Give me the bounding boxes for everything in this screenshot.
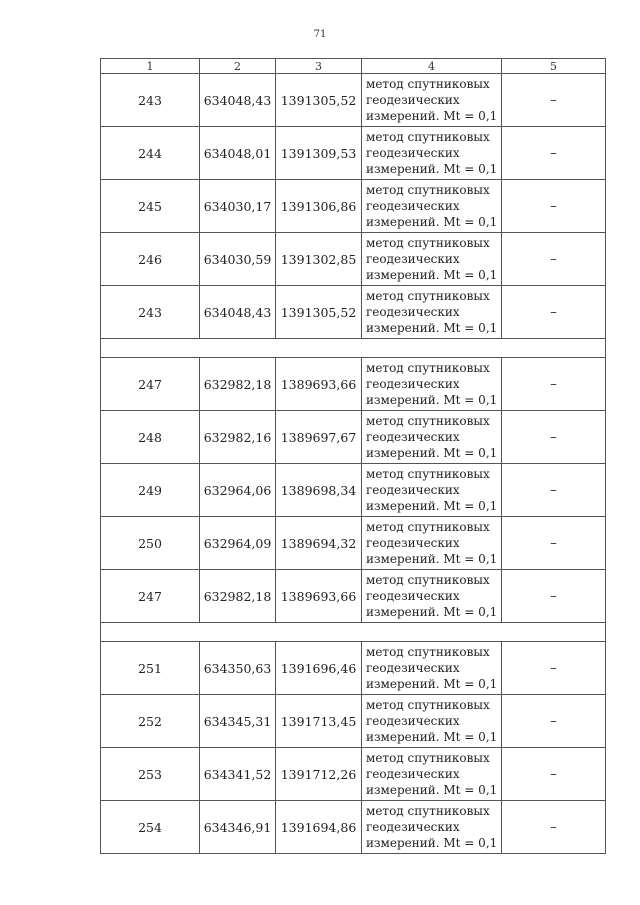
method-cell [362,286,502,339]
coord-y-cell: 1391713,45 [276,695,362,748]
method-line: метод спутниковых [366,183,490,197]
column-header: 5 [502,59,606,74]
method-line: геодезических [366,714,460,728]
method-cell [362,180,502,233]
table-row [101,286,606,339]
column-header: 1 [101,59,200,74]
table-row [101,695,606,748]
note-cell: – [502,286,606,339]
method-line: геодезических [366,377,460,391]
coord-y-cell: 1389693,66 [276,570,362,623]
method-line: измерений. Mt = 0,1 [366,268,498,282]
group-separator-cell [101,623,606,642]
method-line: геодезических [366,483,460,497]
method-line: измерений. Mt = 0,1 [366,677,498,691]
coord-x-cell: 634048,01 [200,127,276,180]
point-number-cell: 244 [101,127,200,180]
group-separator-row [101,623,606,642]
coord-y-cell: 1391306,86 [276,180,362,233]
method-line: метод спутниковых [366,751,490,765]
method-line: измерений. Mt = 0,1 [366,836,498,850]
method-cell [362,748,502,801]
note-cell: – [502,358,606,411]
coord-y-cell: 1391694,86 [276,801,362,854]
note-cell: – [502,570,606,623]
table-header-row [101,59,606,74]
method-line: метод спутниковых [366,645,490,659]
method-line: метод спутниковых [366,289,490,303]
method-line: геодезических [366,767,460,781]
note-cell: – [502,748,606,801]
coord-y-cell: 1391305,52 [276,74,362,127]
note-cell: – [502,74,606,127]
point-number-cell: 246 [101,233,200,286]
method-line: геодезических [366,146,460,160]
coord-y-cell: 1391712,26 [276,748,362,801]
point-number-cell: 253 [101,748,200,801]
coord-x-cell: 634048,43 [200,286,276,339]
point-number-cell: 243 [101,74,200,127]
table-row [101,517,606,570]
method-line: измерений. Mt = 0,1 [366,605,498,619]
point-number-cell: 247 [101,358,200,411]
method-line: метод спутниковых [366,236,490,250]
coord-x-cell: 634048,43 [200,74,276,127]
method-line: геодезических [366,536,460,550]
note-cell: – [502,464,606,517]
coord-y-cell: 1389693,66 [276,358,362,411]
table-row [101,127,606,180]
coord-x-cell: 632982,18 [200,358,276,411]
method-line: измерений. Mt = 0,1 [366,321,498,335]
table-row [101,801,606,854]
method-line: измерений. Mt = 0,1 [366,446,498,460]
method-cell [362,801,502,854]
table-row [101,233,606,286]
coord-x-cell: 634030,59 [200,233,276,286]
method-line: геодезических [366,305,460,319]
coord-x-cell: 634030,17 [200,180,276,233]
point-number-cell: 251 [101,642,200,695]
method-cell [362,358,502,411]
method-line: измерений. Mt = 0,1 [366,552,498,566]
coord-x-cell: 632964,06 [200,464,276,517]
note-cell: – [502,801,606,854]
method-cell [362,642,502,695]
method-line: геодезических [366,661,460,675]
method-line: измерений. Mt = 0,1 [366,109,498,123]
point-number-cell: 248 [101,411,200,464]
method-line: измерений. Mt = 0,1 [366,730,498,744]
method-line: геодезических [366,252,460,266]
coord-x-cell: 634350,63 [200,642,276,695]
note-cell: – [502,127,606,180]
note-cell: – [502,695,606,748]
coord-x-cell: 634341,52 [200,748,276,801]
method-cell [362,74,502,127]
method-line: геодезических [366,199,460,213]
method-line: метод спутниковых [366,77,490,91]
point-number-cell: 250 [101,517,200,570]
page-number: 71 [313,29,327,40]
table-row [101,570,606,623]
group-separator-cell [101,339,606,358]
point-number-cell: 249 [101,464,200,517]
method-line: метод спутниковых [366,520,490,534]
table-row [101,411,606,464]
method-line: геодезических [366,93,460,107]
note-cell: – [502,233,606,286]
coord-y-cell: 1391309,53 [276,127,362,180]
method-cell [362,233,502,286]
method-cell [362,570,502,623]
method-cell [362,464,502,517]
table-row [101,180,606,233]
method-line: измерений. Mt = 0,1 [366,499,498,513]
point-number-cell: 245 [101,180,200,233]
note-cell: – [502,411,606,464]
method-line: метод спутниковых [366,804,490,818]
table-row [101,358,606,411]
table-row [101,642,606,695]
coord-y-cell: 1389697,67 [276,411,362,464]
method-line: измерений. Mt = 0,1 [366,215,498,229]
method-cell [362,411,502,464]
method-line: метод спутниковых [366,573,490,587]
column-header: 2 [200,59,276,74]
method-line: измерений. Mt = 0,1 [366,162,498,176]
coord-x-cell: 632982,16 [200,411,276,464]
note-cell: – [502,517,606,570]
coord-y-cell: 1389698,34 [276,464,362,517]
point-number-cell: 254 [101,801,200,854]
method-line: метод спутниковых [366,361,490,375]
coord-x-cell: 634345,31 [200,695,276,748]
coord-x-cell: 632964,09 [200,517,276,570]
coordinates-table [100,58,606,854]
method-line: измерений. Mt = 0,1 [366,783,498,797]
table-row [101,748,606,801]
method-cell [362,127,502,180]
method-line: метод спутниковых [366,467,490,481]
column-header: 4 [362,59,502,74]
coord-x-cell: 634346,91 [200,801,276,854]
column-header: 3 [276,59,362,74]
group-separator-row [101,339,606,358]
table-row [101,464,606,517]
coord-x-cell: 632982,18 [200,570,276,623]
coord-y-cell: 1391696,46 [276,642,362,695]
method-line: геодезических [366,589,460,603]
point-number-cell: 252 [101,695,200,748]
method-cell [362,695,502,748]
method-line: геодезических [366,820,460,834]
point-number-cell: 247 [101,570,200,623]
method-line: метод спутниковых [366,130,490,144]
coord-y-cell: 1391302,85 [276,233,362,286]
method-line: геодезических [366,430,460,444]
coord-y-cell: 1389694,32 [276,517,362,570]
table-row [101,74,606,127]
table-body [101,74,606,854]
method-line: метод спутниковых [366,698,490,712]
method-line: метод спутниковых [366,414,490,428]
method-line: измерений. Mt = 0,1 [366,393,498,407]
note-cell: – [502,180,606,233]
note-cell: – [502,642,606,695]
method-cell [362,517,502,570]
coord-y-cell: 1391305,52 [276,286,362,339]
point-number-cell: 243 [101,286,200,339]
